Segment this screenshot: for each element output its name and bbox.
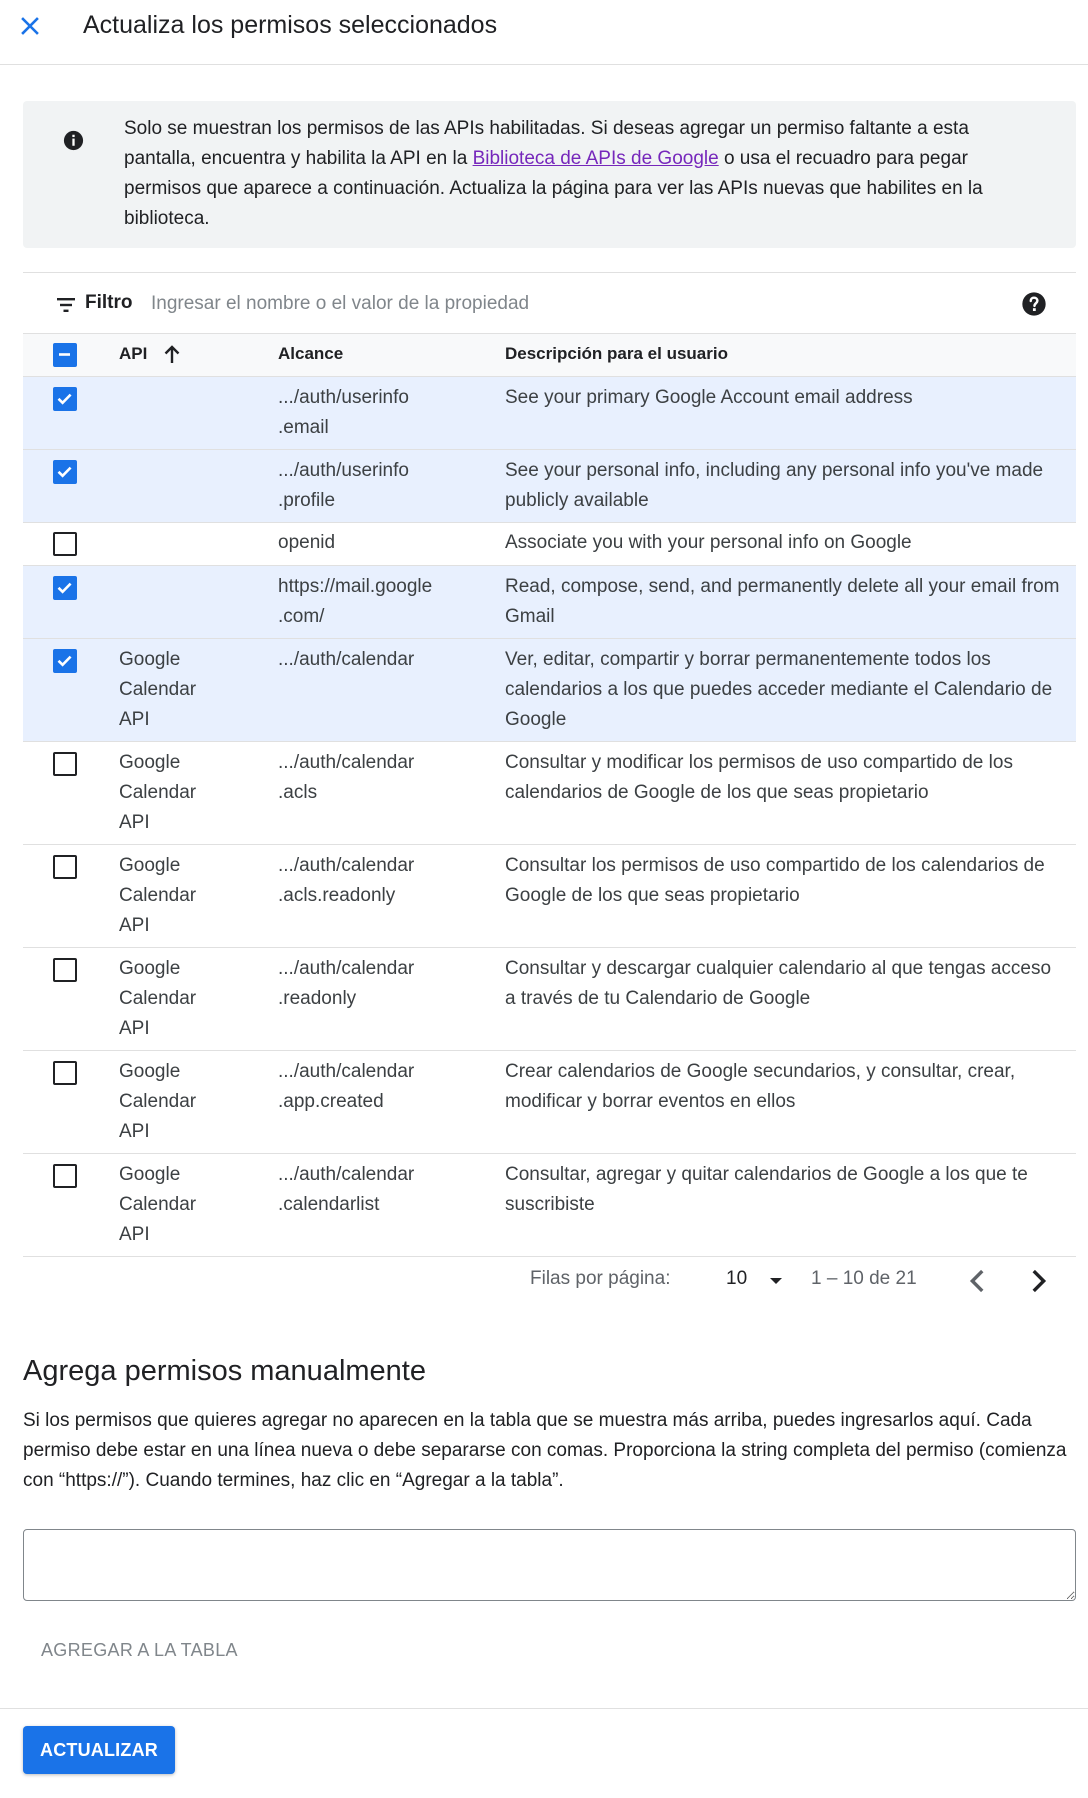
table-row[interactable] bbox=[23, 845, 1076, 948]
row-scope bbox=[278, 1057, 493, 1117]
row-scope-line: .readonly bbox=[278, 988, 357, 1009]
row-checkbox[interactable] bbox=[53, 855, 77, 879]
row-scope bbox=[278, 1160, 493, 1220]
table-body bbox=[23, 377, 1076, 1257]
sort-arrow-up-icon[interactable] bbox=[160, 343, 184, 367]
check-icon bbox=[55, 389, 74, 408]
row-scope-line: .../auth/calendar bbox=[278, 1061, 415, 1082]
row-scope-line: .calendarlist bbox=[278, 1194, 380, 1215]
column-header-api[interactable]: API bbox=[119, 344, 148, 363]
select-all-checkbox[interactable] bbox=[53, 343, 77, 367]
help-icon[interactable] bbox=[1020, 290, 1048, 318]
row-description: Consultar y modificar los permisos de uso compartido de los calendarios de Google de los que seas propietario bbox=[505, 752, 1013, 803]
minus-icon bbox=[55, 345, 74, 364]
table-row[interactable] bbox=[23, 566, 1076, 639]
scopes-table bbox=[23, 333, 1076, 1257]
table-row[interactable] bbox=[23, 742, 1076, 845]
row-description: See your personal info, including any personal info you've made publicly available bbox=[505, 460, 1044, 511]
row-api: Google Calendar API bbox=[119, 855, 197, 936]
row-checkbox[interactable] bbox=[53, 649, 77, 673]
row-scope-line: .../auth/userinfo bbox=[278, 387, 409, 408]
row-checkbox[interactable] bbox=[53, 532, 77, 556]
info-banner bbox=[23, 101, 1076, 248]
table-row[interactable] bbox=[23, 1154, 1076, 1257]
filter-input[interactable] bbox=[149, 286, 969, 322]
chevron-right-icon[interactable] bbox=[1021, 1264, 1055, 1298]
filter-label: Filtro bbox=[85, 292, 133, 313]
row-checkbox[interactable] bbox=[53, 387, 77, 411]
footer-divider bbox=[0, 1708, 1088, 1709]
column-header-scope[interactable]: Alcance bbox=[278, 344, 344, 363]
row-scope-line: .app.created bbox=[278, 1091, 384, 1112]
row-scope bbox=[278, 851, 493, 911]
info-text-before: Solo se muestran los permisos de las APIs habilitadas. Si deseas agregar un permiso faltante a esta pantalla, encuentra y habilita la API en la bbox=[124, 118, 969, 169]
row-description: Ver, editar, compartir y borrar permanentemente todos los calendarios a los que puedes acceder mediante el Calendario de Google bbox=[505, 649, 1053, 730]
row-scope bbox=[278, 528, 493, 558]
row-scope bbox=[278, 383, 493, 443]
caret-down-icon bbox=[768, 1273, 784, 1289]
add-to-table-button[interactable]: AGREGAR A LA TABLA bbox=[23, 1630, 256, 1670]
filter-bar bbox=[23, 272, 1076, 334]
row-scope-line: https://mail.google bbox=[278, 576, 433, 597]
row-checkbox[interactable] bbox=[53, 1061, 77, 1085]
row-scope-line: .../auth/calendar bbox=[278, 958, 415, 979]
close-icon bbox=[18, 14, 42, 38]
row-scope-line: .../auth/calendar bbox=[278, 1164, 415, 1185]
update-button[interactable]: ACTUALIZAR bbox=[23, 1726, 175, 1774]
row-scope bbox=[278, 954, 493, 1014]
row-checkbox[interactable] bbox=[53, 576, 77, 600]
manual-scopes-textarea[interactable] bbox=[23, 1529, 1076, 1601]
manual-section-title: Agrega permisos manualmente bbox=[23, 1355, 426, 1387]
row-scope bbox=[278, 748, 493, 808]
row-checkbox[interactable] bbox=[53, 460, 77, 484]
row-description: Consultar los permisos de uso compartido de los calendarios de Google de los que seas propietario bbox=[505, 855, 1045, 906]
row-scope-line: .../auth/calendar bbox=[278, 855, 415, 876]
row-scope-line: .email bbox=[278, 417, 329, 438]
row-scope bbox=[278, 572, 493, 632]
pagination bbox=[23, 1256, 1076, 1306]
row-checkbox[interactable] bbox=[53, 1164, 77, 1188]
dialog-header bbox=[0, 0, 1088, 65]
row-scope-line: .acls.readonly bbox=[278, 885, 396, 906]
row-api: Google Calendar API bbox=[119, 1164, 197, 1245]
row-description: Associate you with your personal info on Google bbox=[505, 532, 912, 553]
page-range: 1 – 10 de 21 bbox=[811, 1268, 917, 1289]
row-api: Google Calendar API bbox=[119, 1061, 197, 1142]
row-scope bbox=[278, 456, 493, 516]
row-description: Consultar, agregar y quitar calendarios de Google a los que te suscribiste bbox=[505, 1164, 1028, 1215]
rows-per-page-label: Filas por página: bbox=[530, 1268, 671, 1289]
row-scope-line: .profile bbox=[278, 490, 336, 511]
manual-section-description: Si los permisos que quieres agregar no aparecen en la tabla que se muestra más arriba, puedes ingresarlos aquí. Cada permiso debe estar en una línea nueva o debe separarse con comas. Proporciona la string completa del permiso (comienza con “https://”). Cuando termines, haz clic en “Agregar a la tabla”. bbox=[23, 1410, 1067, 1491]
row-api: Google Calendar API bbox=[119, 649, 197, 730]
row-checkbox[interactable] bbox=[53, 752, 77, 776]
table-row[interactable] bbox=[23, 377, 1076, 450]
filter-icon bbox=[54, 293, 78, 317]
close-button[interactable] bbox=[12, 8, 48, 44]
row-checkbox[interactable] bbox=[53, 958, 77, 982]
row-api: Google Calendar API bbox=[119, 958, 197, 1039]
row-scope-line: .../auth/calendar bbox=[278, 649, 415, 670]
table-row[interactable] bbox=[23, 1051, 1076, 1154]
table-row[interactable] bbox=[23, 523, 1076, 566]
info-text bbox=[124, 114, 1044, 234]
dialog-title: Actualiza los permisos seleccionados bbox=[83, 11, 498, 39]
table-row[interactable] bbox=[23, 639, 1076, 742]
table-row[interactable] bbox=[23, 948, 1076, 1051]
row-scope-line: .../auth/calendar bbox=[278, 752, 415, 773]
column-header-description[interactable]: Descripción para el usuario bbox=[505, 344, 728, 363]
check-icon bbox=[55, 578, 74, 597]
info-icon bbox=[62, 129, 85, 152]
row-scope-line: openid bbox=[278, 532, 336, 553]
row-api: Google Calendar API bbox=[119, 752, 197, 833]
info-text-after: o usa el recuadro para pegar permisos que aparece a continuación. Actualiza la página para ver las APIs nuevas que habilites en la biblioteca. bbox=[124, 148, 983, 229]
chevron-left-icon[interactable] bbox=[961, 1264, 995, 1298]
table-row[interactable] bbox=[23, 450, 1076, 523]
row-description: Read, compose, send, and permanently delete all your email from Gmail bbox=[505, 576, 1060, 627]
check-icon bbox=[55, 462, 74, 481]
api-library-link[interactable]: Biblioteca de APIs de Google bbox=[472, 148, 719, 169]
check-icon bbox=[55, 651, 74, 670]
row-description: Crear calendarios de Google secundarios, y consultar, crear, modificar y borrar eventos en ellos bbox=[505, 1061, 1016, 1112]
row-scope-line: .../auth/userinfo bbox=[278, 460, 409, 481]
rows-per-page-value: 10 bbox=[726, 1268, 748, 1289]
row-scope-line: .acls bbox=[278, 782, 318, 803]
row-scope bbox=[278, 645, 493, 675]
row-scope-line: .com/ bbox=[278, 606, 325, 627]
row-description: See your primary Google Account email address bbox=[505, 387, 913, 408]
table-header bbox=[23, 333, 1076, 377]
row-description: Consultar y descargar cualquier calendario al que tengas acceso a través de tu Calendario de Google bbox=[505, 958, 1052, 1009]
